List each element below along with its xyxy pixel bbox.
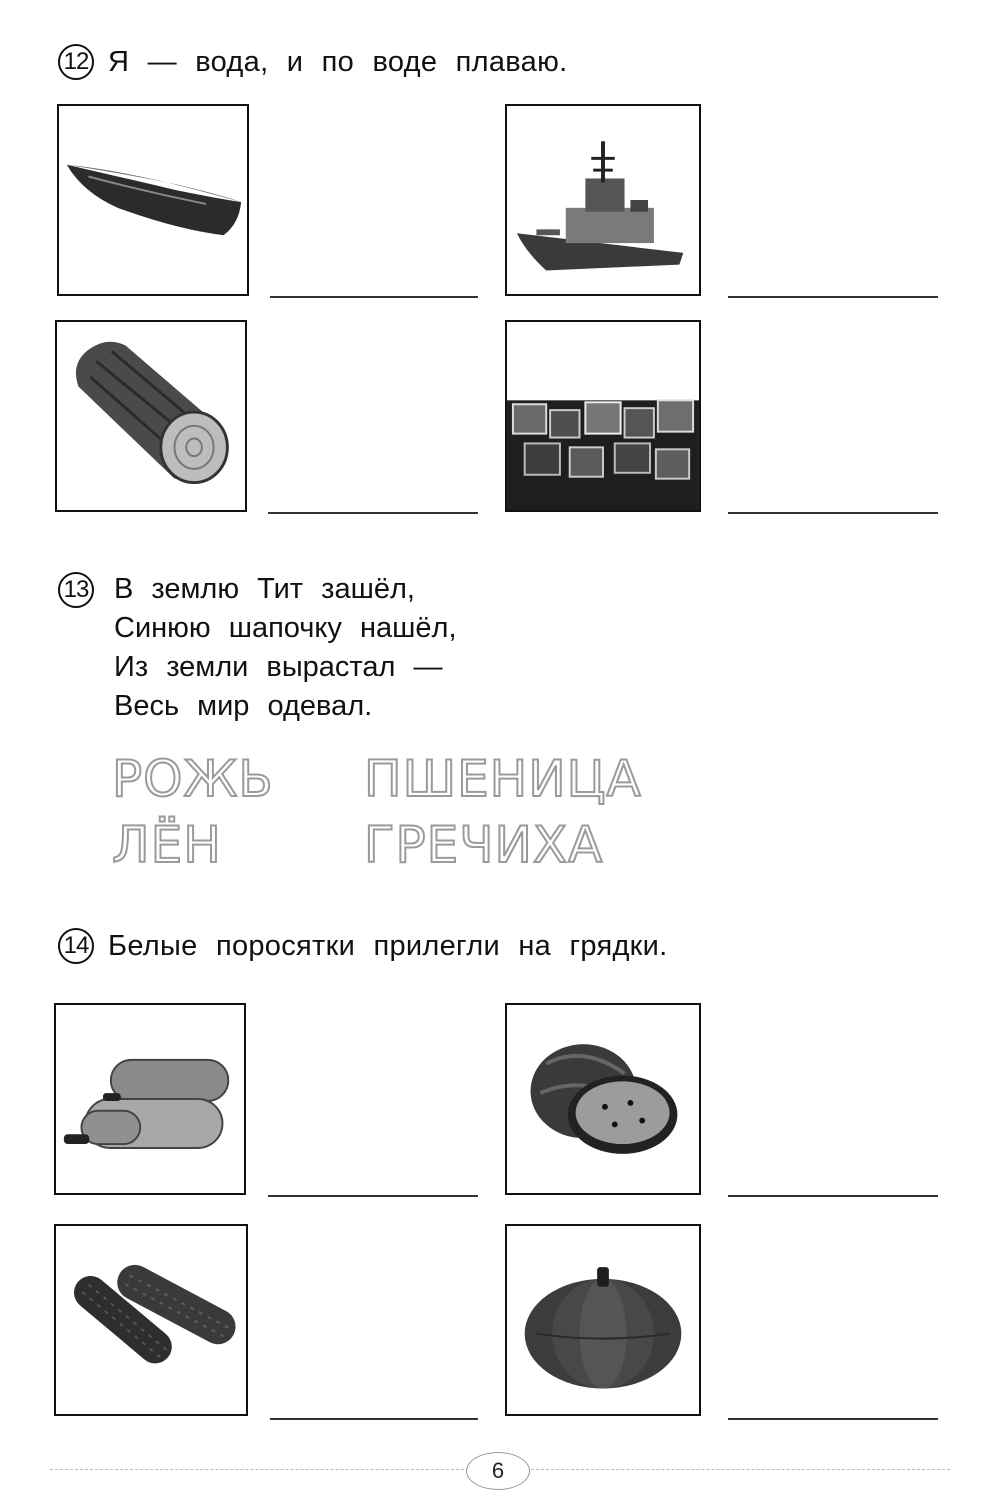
- boat-image: [57, 104, 249, 296]
- poem-line: Синюю шапочку нашёл,: [114, 612, 457, 644]
- task-12-riddle: Я — вода, и по воде плаваю.: [108, 45, 568, 78]
- cucumbers-icon: [56, 1226, 246, 1414]
- answer-line-cucumbers[interactable]: [270, 1418, 478, 1420]
- pumpkin-image: [505, 1224, 701, 1416]
- answer-line-zucchini[interactable]: [268, 1195, 478, 1197]
- answer-line-pumpkin[interactable]: [728, 1418, 938, 1420]
- task-13-heading: [58, 572, 94, 608]
- task-13-number: 13: [58, 572, 94, 608]
- answer-line-boat[interactable]: [270, 296, 478, 298]
- log-image: [55, 320, 247, 512]
- log-icon: [57, 322, 245, 510]
- answer-line-ice[interactable]: [728, 512, 938, 514]
- answer-line-log[interactable]: [268, 512, 478, 514]
- answer-line-warship[interactable]: [728, 296, 938, 298]
- option-pshenitsa[interactable]: ПШЕНИЦА: [364, 750, 642, 808]
- watermelon-image: [505, 1003, 701, 1195]
- task-14-heading: [58, 928, 668, 964]
- zucchini-icon: [56, 1005, 244, 1193]
- task-14-riddle: Белые поросятки прилегли на грядки.: [108, 929, 668, 962]
- poem-line: В землю Тит зашёл,: [114, 573, 415, 605]
- pumpkin-icon: [507, 1226, 699, 1414]
- cucumbers-image: [54, 1224, 248, 1416]
- task-14-number: 14: [58, 928, 94, 964]
- poem-line: Из земли вырастал —: [114, 651, 443, 683]
- ice-cubes-image: [505, 320, 701, 512]
- watermelon-icon: [507, 1005, 699, 1193]
- answer-line-watermelon[interactable]: [728, 1195, 938, 1197]
- option-grechikha[interactable]: ГРЕЧИХА: [364, 816, 604, 874]
- warship-image: [505, 104, 701, 296]
- option-lyon[interactable]: ЛЁН: [112, 816, 222, 874]
- poem-line: Весь мир одевал.: [114, 690, 373, 722]
- task-12-number: 12: [58, 44, 94, 80]
- warship-icon: [507, 106, 699, 294]
- task-12-heading: [58, 44, 568, 80]
- task-13-poem: [114, 570, 457, 726]
- ice-cubes-icon: [507, 322, 699, 510]
- zucchini-image: [54, 1003, 246, 1195]
- boat-icon: [59, 106, 247, 294]
- page-number: 6: [466, 1452, 530, 1490]
- option-rozh[interactable]: РОЖЬ: [112, 750, 274, 808]
